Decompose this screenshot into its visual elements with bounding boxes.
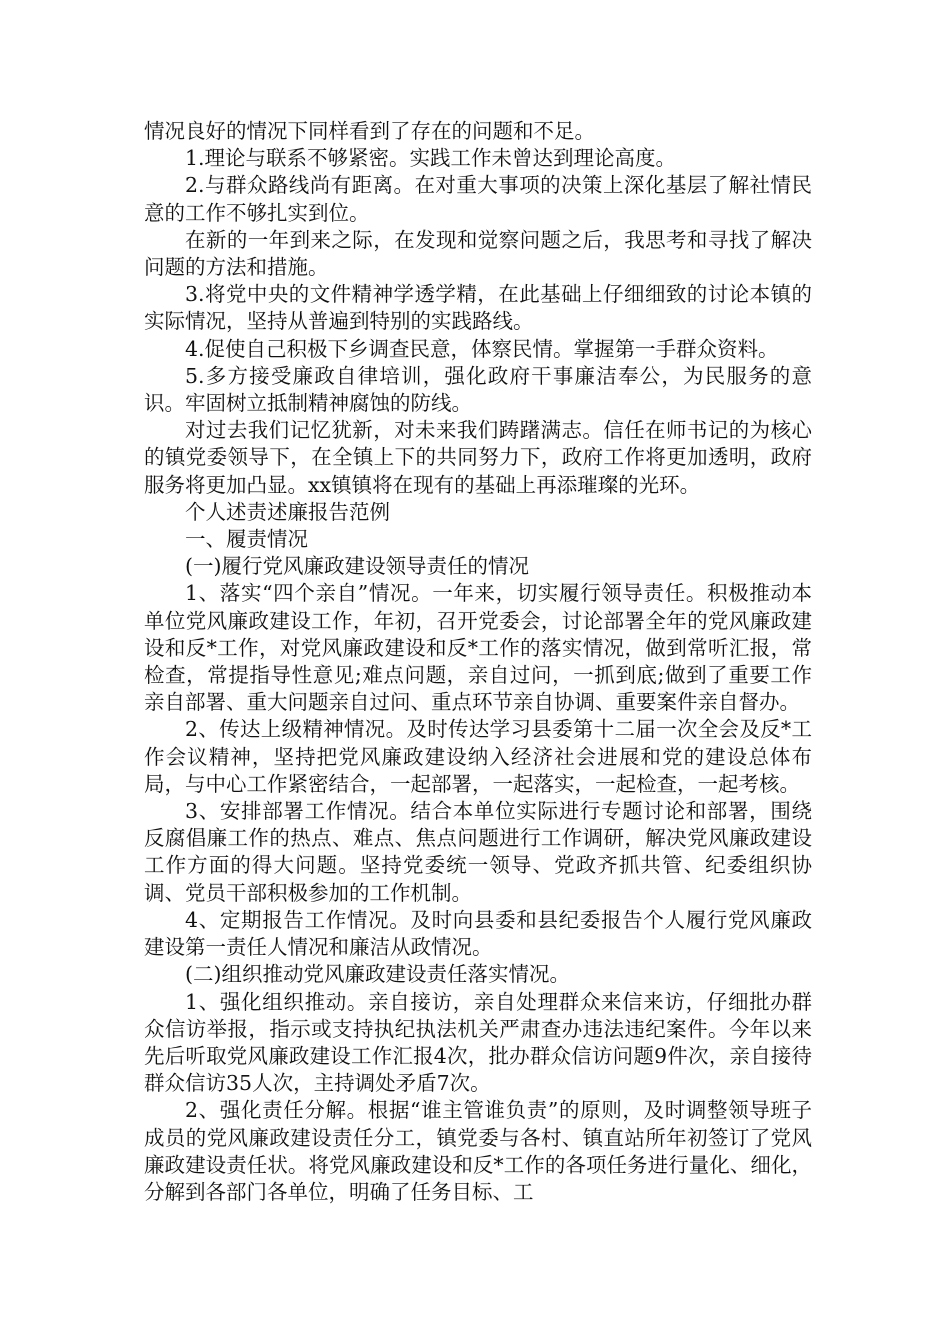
paragraph: 3.将党中央的文件精神学透学精，在此基础上仔细细致的讨论本镇的实际情况，坚持从普遍到特别的实践路线。	[144, 282, 812, 334]
paragraph: 对过去我们记忆犹新，对未来我们踌躇满志。信任在师书记的为核心的镇党委领导下，在全镇上下的共同努力下，政府工作将更加透明，政府服务将更加凸显。xx镇镇将在现有的基础上再添璀璨的光环。	[144, 418, 812, 497]
paragraph: 1、强化组织推动。亲自接访，亲自处理群众来信来访，仔细批办群众信访举报，指示或支持执纪执法机关严肃查办违法违纪案件。今年以来先后听取党风廉政建设工作汇报4次，批办群众信访问题9件次，亲自接待群众信访35人次，主持调处矛盾7次。	[144, 989, 812, 1096]
paragraph: 情况良好的情况下同样看到了存在的问题和不足。	[144, 119, 595, 143]
paragraph: 5.多方接受廉政自律培训，强化政府干事廉洁奉公，为民服务的意识。牢固树立抵制精神腐蚀的防线。	[144, 363, 812, 416]
paragraph: 4.促使自己积极下乡调查民意，体察民情。掌握第一手群众资料。	[185, 336, 779, 361]
paragraph: 3、安排部署工作情况。结合本单位实际进行专题讨论和部署，围绕反腐倡廉工作的热点、难点、焦点问题进行工作调研，解决党风廉政建设工作方面的得大问题。坚持党委统一领导、党政齐抓共管、纪委组织协调、党员干部积极参加的工作机制。	[144, 799, 812, 905]
paragraph: 2、强化责任分解。根据“谁主管谁负责”的原则，及时调整领导班子成员的党风廉政建设责任分工，镇党委与各村、镇直站所年初签订了党风廉政建设责任状。将党风廉政建设和反*工作的各项任务进行量化、细化，分解到各部门各单位，明确了任务目标、工	[144, 1098, 812, 1204]
paragraph: 1.理论与联系不够紧密。实践工作未曾达到理论高度。	[185, 146, 677, 171]
section-heading: 一、履责情况	[185, 527, 308, 552]
paragraph: 2、传达上级精神情况。及时传达学习县委第十二届一次全会及反*工作会议精神，坚持把党风廉政建设纳入经济社会进展和党的建设总体布局，与中心工作紧密结合，一起部署，一起落实，一起检查，一起考核。	[144, 717, 812, 796]
subsection-heading: (一)履行党风廉政建设领导责任的情况	[185, 554, 529, 579]
paragraph: 2.与群众路线尚有距离。在对重大事项的决策上深化基层了解社情民意的工作不够扎实到位。	[144, 173, 812, 225]
section-title: 个人述责述廉报告范例	[185, 499, 390, 524]
subsection-heading: (二)组织推动党风廉政建设责任落实情况。	[185, 962, 570, 987]
document-body	[144, 118, 812, 1206]
paragraph: 1、落实“四个亲自”情况。一年来，切实履行领导责任。积极推动本单位党风廉政建设工作，年初，召开党委会，讨论部署全年的党风廉政建设和反*工作，对党风廉政建设和反*工作的落实情况，做到常听汇报，常检查，常提指导性意见;难点问题，亲自过问，一抓到底;做到了重要工作亲自部署、重大问题亲自过问、重点环节亲自协调、重要案件亲自督办。	[144, 581, 812, 715]
paragraph: 在新的一年到来之际，在发现和觉察问题之后，我思考和寻找了解决问题的方法和措施。	[144, 227, 812, 280]
paragraph: 4、定期报告工作情况。及时向县委和县纪委报告个人履行党风廉政建设第一责任人情况和廉洁从政情况。	[144, 907, 812, 960]
